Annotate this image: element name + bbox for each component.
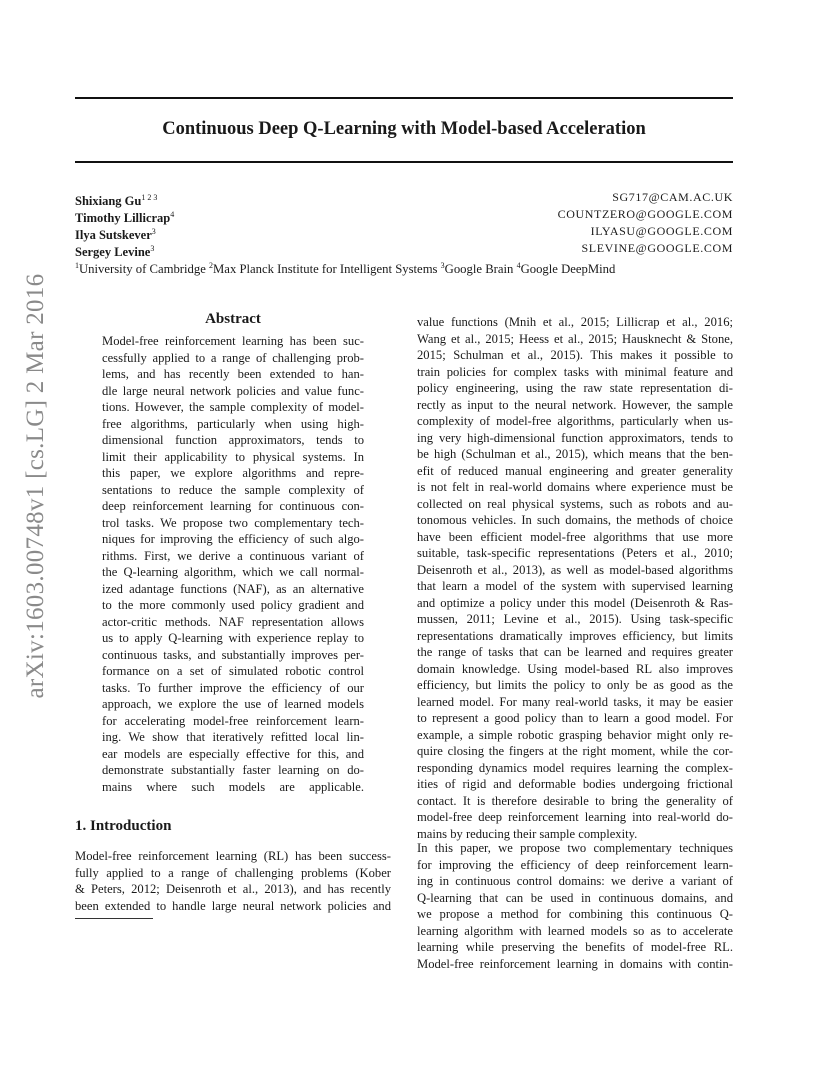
text-line: this paper, we explore algorithms and repre- [102,466,364,480]
text-line: complexity of model-free algorithms, particularly when us- [417,414,733,428]
affil-mark: 2 [209,261,214,270]
text-line: dimensional function approximators, tends to [102,433,364,447]
text-line: Model-free reinforcement learning (RL) has been success- [75,849,391,863]
text-line: mussen, 2011; Levine et al., 2015). Using task-specific [417,612,733,626]
footnote-rule [75,918,153,919]
author-affil-marks: 1 2 3 [141,193,158,202]
author-row [75,206,733,223]
text-line: we propose a method for combining this continuous Q- [417,907,733,921]
author-block [75,189,733,257]
text-line: ing very high-dimensional function approximators, tends to [417,430,733,445]
text-line: contact. It is therefore desirable to bring the generality of [417,793,733,808]
text-line: responding dynamics model requires learning the complex- [417,760,733,775]
text-line: Model-free reinforcement learning in domains with contin- [417,956,733,971]
abstract-heading: Abstract [205,311,261,327]
author-email[interactable]: ILYASU@GOOGLE.COM [590,224,733,238]
text-line: trol tasks. We propose two complementary tech- [102,515,364,530]
text-line: and optimize a policy under this model (Deisenroth & Ras- [417,595,733,610]
text-line: mains where such models are applicable. [102,779,364,794]
author-affil-marks: 3 [150,244,155,253]
text-line: lems, and has recently been extended to han- [102,367,364,381]
text-line: approach, we explore the use of learned models [102,697,364,711]
text-line: efit of reduced manual engineering and greater generality [417,463,733,478]
author-row [75,189,733,206]
paper-title: Continuous Deep Q-Learning with Model-based Acceleration [162,119,646,139]
text-line: ing. We show that iteratively refitted local lin- [102,730,364,744]
author-row [75,223,733,240]
text-line: tasks. To further improve the efficiency of our [102,680,364,695]
text-line: & Peters, 2012; Deisenroth et al., 2013), and has recently [75,882,391,896]
author-email[interactable]: SLEVINE@GOOGLE.COM [581,241,733,255]
text-line: learned model. For many real-world tasks, it may be easier [417,694,733,709]
text-line: rectly as input to the neural network. However, the sample [417,397,733,412]
text-line: dle large neural network policies and value func- [102,383,364,398]
text-line: limit their applicability to physical systems. In [102,449,364,464]
text-line: is not felt in real-world domains where experience must be [417,480,733,494]
text-line: Q-learning that can be used in continuous domains, and [417,890,733,905]
text-line: for improving the efficiency of deep reinforcement learn- [417,857,733,872]
text-line: tions. However, the sample complexity of model- [102,400,364,414]
affil-text: Google Brain [444,262,517,276]
text-line: suitable, task-specific representations (Peters et al., 2010; [417,546,733,560]
text-line: train policies for complex tasks with minimal feature and [417,364,733,379]
author-name: Ilya Sutskever [75,228,152,242]
text-line: for accelerating model-free reinforcement learn- [102,713,364,728]
text-line: quire closing the fingers at the right moment, while the cor- [417,744,733,758]
text-line: rithms. First, we derive a continuous variant of [102,548,364,563]
intro-continued-paragraph [417,314,733,842]
author-email[interactable]: SG717@CAM.AC.UK [612,190,733,204]
text-line: 2015; Schulman et al., 2015). This makes it possible to [417,348,733,362]
arxiv-identifier-stamp: arXiv:1603.00748v1 [cs.LG] 2 Mar 2016 [22,273,49,699]
text-line: demonstrate substantially faster learning on do- [102,763,364,777]
text-line: deep reinforcement learning for continuous con- [102,499,364,513]
text-line: ing in continuous control domains: we derive a variant of [417,874,733,888]
text-line: free algorithms, particularly when using high- [102,416,364,431]
author-row [75,240,733,257]
author-affil-marks: 4 [170,210,175,219]
text-line: us to apply Q-learning with experience replay to [102,631,364,645]
text-line: domain knowledge. Using model-based RL also improves [417,661,733,676]
text-line: to the more commonly used policy gradient and [102,598,364,612]
text-line: learning while preserving the benefits of model-free RL. [417,940,733,954]
title-top-rule [75,97,733,99]
author-email[interactable]: COUNTZERO@GOOGLE.COM [557,207,733,221]
affiliations-line [75,257,775,278]
intro-second-paragraph [417,840,733,972]
text-line: have been efficient model-free algorithms that use more [417,529,733,544]
affil-text: Google DeepMind [520,262,616,276]
text-line: been extended to handle large neural network policies and [75,898,391,913]
text-line: Deisenroth et al., 2013), as well as model-based algorithms [417,562,733,577]
text-line: Model-free reinforcement learning has been suc- [102,334,364,348]
text-line: niques for improving the efficiency of such algo- [102,532,364,546]
text-line: representations dramatically improves efficiency, but limits [417,628,733,643]
text-line: to represent a good policy than to learn a good model. For [417,711,733,725]
text-line: cessfully applied to a range of challenging prob- [102,350,364,365]
text-line: collected on real physical systems, such as robots and au- [417,496,733,511]
text-line: the range of tasks that can be learned and requires greater [417,645,733,659]
text-line: ear models are especially effective for this, and [102,746,364,761]
affil-mark: 1 [75,261,79,270]
abstract-body [102,333,364,795]
text-line: continuous tasks, and substantially improves per- [102,647,364,662]
introduction-heading: 1. Introduction [75,818,172,834]
text-line: mains by reducing their sample complexity. [417,826,638,841]
author-affil-marks: 3 [151,227,156,236]
text-line: ities of rigid and deformable bodies undergoing frictional [417,777,733,791]
text-line: fully applied to a range of challenging problems (Kober [75,865,391,880]
introduction-paragraph [75,848,391,914]
affil-mark: 3 [440,261,445,270]
affil-mark: 4 [516,261,521,270]
affil-text: Max Planck Institute for Intelligent Systems [213,262,441,276]
text-line: the Q-learning algorithm, which we call normal- [102,565,364,579]
text-line: value functions (Mnih et al., 2015; Lillicrap et al., 2016; [417,315,733,329]
text-line: policy engineering, using the raw state representation di- [417,381,733,395]
text-line: In this paper, we propose two complementary techniques [417,841,733,855]
text-line: learning algorithm with learned models so as to accelerate [417,923,733,938]
text-line: example, a simple robotic grasping behavior might only re- [417,727,733,742]
title-bottom-rule [75,161,733,163]
text-line: tonomous vehicles. In such domains, the methods of choice [417,513,733,527]
author-name: Timothy Lillicrap [75,211,171,225]
text-line: ized adantage functions (NAF), as an alternative [102,581,364,596]
text-line: actor-critic methods. NAF representation allows [102,614,364,629]
text-line: efficiency, but limits the policy to only be as good as the [417,678,733,692]
author-name: Shixiang Gu [75,194,142,208]
text-line: that learn a model of the system with supervised learning [417,579,733,593]
text-line: be high (Schulman et al., 2015), which means that the ben- [417,447,733,461]
text-line: formance on a set of simulated robotic control [102,664,364,678]
author-name: Sergey Levine [75,245,151,259]
text-line: sentations to reduce the sample complexity of [102,482,364,497]
affil-text: University of Cambridge [79,262,210,276]
text-line: Wang et al., 2015; Heess et al., 2015; Hausknecht & Stone, [417,331,733,346]
text-line: model-free deep reinforcement learning into real-world do- [417,810,733,824]
